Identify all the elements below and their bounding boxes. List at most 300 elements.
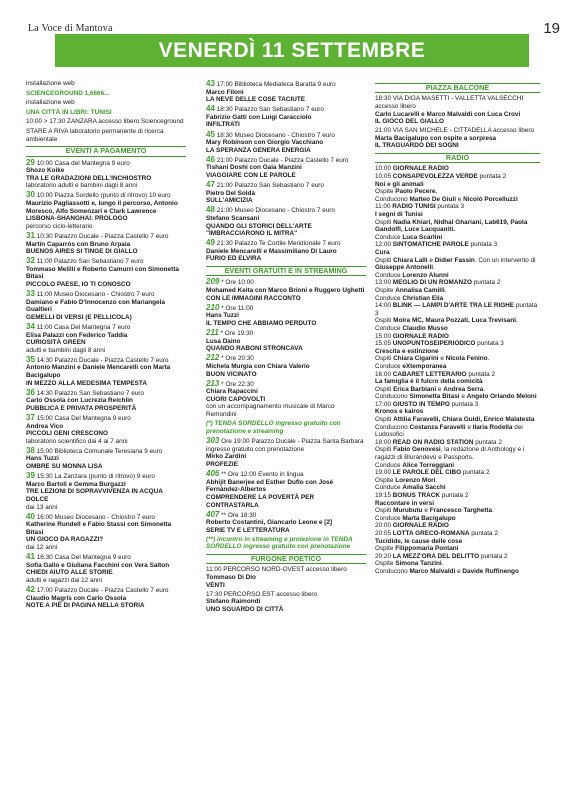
radio-line (375, 287, 540, 295)
event-number: 33 (26, 289, 35, 299)
event-heading (375, 127, 540, 135)
event-heading (206, 206, 366, 215)
event-entry (375, 127, 540, 150)
event-note: percorso ciclo-letterario (26, 222, 93, 230)
event-speakers (206, 287, 366, 295)
event-title: LA SPERANZA GENERA ENERGIA (206, 146, 311, 154)
radio-line (375, 522, 540, 530)
radio-text: LA MEZZ'ORA DEL DELITTO (392, 552, 480, 560)
radio-text: , la redazione di Anthology e i ragazzi di Blurandevù e Passports. (375, 446, 525, 462)
event-heading (26, 232, 186, 241)
event-time-place: 10:30 Palazzo Ducale - Piazza Castello 7 euro (36, 232, 169, 240)
intro-line: SCIENCEGROUND 1,6666... (26, 89, 110, 97)
event-note: adulti e ragazzi dai 12 anni (26, 576, 103, 584)
event-entry (26, 447, 186, 471)
radio-line (375, 515, 540, 523)
event-heading (26, 356, 186, 365)
radio-text: Lorenzo Mori (395, 476, 436, 484)
event-speakers (26, 423, 186, 431)
event-heading (206, 437, 366, 453)
event-speakers-text: Tommaso Di Dio (206, 574, 256, 582)
event-time-place: 21:30 Palazzo Te Cortile Meridionale 7 euro (216, 240, 341, 248)
event-entry (206, 511, 366, 535)
event-speakers (26, 397, 186, 405)
radio-line (375, 234, 540, 242)
radio-text: Andrea Serra (443, 385, 484, 393)
event-heading (26, 553, 186, 562)
event-number: 30 (26, 190, 35, 200)
radio-text: 18:00 (375, 438, 393, 446)
event-entry (26, 159, 186, 190)
event-time-place: 10:00 Casa del Mantegna 9 euro (36, 159, 130, 167)
event-number: 212 (206, 353, 220, 363)
event-entry (206, 206, 366, 237)
event-number: 43 (206, 79, 215, 88)
event-heading (26, 159, 186, 168)
event-number: 45 (206, 129, 215, 139)
event-number: 39 (26, 471, 35, 481)
event-entry (206, 239, 366, 263)
radio-text: . (435, 476, 438, 484)
event-speakers-text: Tishani Doshi con Gaia Manzini (206, 164, 302, 172)
intro-line: UNA CITTÀ IN LIBRI: TUNISI (26, 108, 112, 116)
event-title: BUON VICINATO (206, 370, 257, 378)
event-title: TRA LE GRADAZIONI DELL'INCHIOSTRO (26, 174, 152, 182)
event-title: CUORI CAPOVOLTI (206, 395, 266, 403)
event-entry (26, 290, 186, 321)
event-time-place: 21:00 Museo Diocesano - Chiostro 7 euro (216, 207, 335, 215)
event-heading (206, 329, 366, 338)
event-entry (26, 553, 186, 584)
event-speakers (26, 200, 186, 215)
event-entry (206, 181, 366, 205)
radio-line (375, 568, 540, 576)
radio-text: Crescita e estinzione (375, 347, 439, 355)
event-title: PICCOLI GENI CRESCONO (26, 430, 109, 438)
event-note: adulti e bambini dagli 8 anni (26, 346, 106, 354)
event-title: OMBRE SU MONNA LISA (26, 463, 103, 471)
radio-text: . Con un intervento di (474, 256, 536, 264)
radio-text: Ospiti (375, 385, 394, 393)
radio-text: e (438, 355, 446, 363)
event-speakers (206, 338, 366, 346)
event-entry (26, 356, 186, 387)
radio-text: READ ON RADIO STATION (392, 438, 474, 446)
radio-text: . (441, 560, 444, 568)
radio-text: BONUS TRACK (392, 492, 440, 499)
event-time-place: * Ore 11:00 (221, 304, 254, 312)
event-time-place: ** Ore 18:30 (221, 511, 257, 519)
event-entry (206, 470, 366, 509)
date-banner: VENERDÌ 11 SETTEMBRE (55, 34, 529, 67)
event-time-place: 17:00 Biblioteca Mediateca Baratta 9 euro (216, 81, 336, 88)
radio-text: eXtemporanea (402, 362, 447, 370)
event-speakers (206, 164, 366, 172)
event-title: PUBBLICA E PRIVATA PROSPERITÀ (26, 404, 137, 412)
event-speakers-text: Maurizio Pagliassotti e, lungo il percorso, Antonio Moresco, Alfo Somenzari e Clark Lawrence (26, 200, 178, 215)
radio-text: 10:00 (375, 165, 393, 173)
radio-text: puntata 2 (461, 469, 490, 477)
event-title: CHIEDI AIUTO ALLE STORIE (26, 569, 113, 577)
radio-text: Claudio Musso (402, 324, 448, 332)
event-heading (26, 472, 186, 481)
radio-text: e (459, 393, 467, 401)
radio-line (375, 279, 540, 287)
radio-line (375, 500, 540, 508)
newspaper-logo: La Voce di Mantova (28, 23, 113, 34)
radio-line (375, 484, 540, 492)
paid-events-list (26, 159, 186, 610)
radio-text: Ospiti (375, 218, 394, 226)
radio-text: Raccontare in versi (375, 499, 434, 507)
streaming-note-2: (**) incontro in streaming e proiezione in TENDA SORDELLO ingresso gratuito con prenotazione (206, 535, 353, 551)
radio-text: Simonetta Bitasi (409, 393, 460, 401)
event-title: IL TRAGUARDO DEI SOGNI (375, 142, 459, 150)
radio-line (375, 219, 540, 234)
radio-line (375, 203, 540, 211)
event-entry (375, 95, 540, 125)
event-title: SERIE TV E LETTERATURA (206, 526, 290, 534)
radio-text: Ospiti (375, 446, 394, 454)
radio-text: Giuseppe Antonelli (375, 264, 433, 272)
radio-text: Annalisa Camilli (395, 286, 445, 294)
event-number: 38 (26, 445, 35, 455)
radio-text: CABARET LETTERARIO (392, 370, 467, 378)
event-time-place: 17:30 PERCORSO EST accesso libero (206, 590, 318, 598)
radio-text: 14:00 (375, 302, 393, 310)
event-speakers (206, 248, 366, 256)
radio-text: puntata 2 (479, 552, 508, 560)
radio-text: Conducono (375, 567, 410, 575)
event-speakers (26, 562, 186, 570)
radio-line (375, 340, 540, 348)
event-number: 407 (206, 509, 220, 519)
event-speakers-text: Pietro Del Soldà (206, 189, 256, 197)
section-radio: RADIO (375, 153, 540, 163)
event-speakers-text: Hans Tuzzi (206, 312, 239, 320)
radio-line (375, 211, 540, 219)
radio-text: Alice Torreggiani (402, 461, 455, 469)
event-speakers (26, 299, 186, 314)
radio-text: LOTTA GRECO-ROMANA (392, 529, 470, 537)
radio-text: . (444, 286, 447, 294)
radio-text: Luca Scarlini (402, 233, 443, 241)
event-speakers-text: Chiara Rapaccini (206, 388, 258, 396)
event-heading (206, 591, 366, 599)
radio-text: Ospite (375, 560, 396, 568)
radio-text: CONSAPEVOLEZZA VERDE (392, 173, 478, 181)
radio-line (375, 477, 540, 485)
event-speakers-text: Marco Bartoli e Gemma Burgazzi (26, 480, 126, 488)
radio-line (375, 295, 540, 303)
radio-text: 20:00 (375, 522, 393, 530)
radio-text: Angelo Orlando Meloni (466, 393, 537, 401)
event-speakers (26, 595, 186, 603)
radio-text: Ospiti (375, 256, 394, 264)
event-title: PICCOLO PAESE, IO TI CONOSCO (26, 280, 131, 288)
radio-text: 17:00 (375, 400, 393, 408)
radio-text: Nicola Fenino (445, 355, 488, 363)
event-time-place: 15:00 Casa Del Mantegna 9 euro (36, 414, 131, 422)
event-number: 31 (26, 230, 35, 240)
event-speakers-extra: con ospite a sorpresa (428, 134, 497, 142)
event-speakers (206, 598, 366, 606)
radio-text: Ospiti (375, 355, 394, 363)
radio-line (375, 530, 540, 538)
event-number: 37 (26, 412, 35, 422)
event-entry (206, 354, 366, 378)
radio-line (375, 348, 540, 356)
radio-text: Attilia Faravelli, Chiara Guidi, Enrico Malatesta (393, 416, 535, 424)
event-speakers-text: Michela Murgia con Chiara Valerio (206, 362, 310, 370)
radio-line (375, 446, 540, 461)
event-speakers-text: Carlo Lucarelli e Marco Malvaldi con Luca Crovi (375, 110, 521, 118)
event-title: INFILTRATI (206, 121, 240, 129)
event-speakers-text: Stefano Raimondi (206, 598, 261, 606)
radio-line (375, 363, 540, 371)
event-speakers (206, 363, 366, 371)
event-heading (375, 95, 540, 110)
event-entry (26, 472, 186, 511)
event-speakers-text: Fabrizio Gatti con Luigi Caracciolo (206, 113, 312, 121)
radio-text: I segni di Tunisi (375, 211, 423, 219)
radio-text: 16:00 (375, 370, 393, 378)
event-speakers-text: Mohamed Keita con Marco Brioni e Ruggero Ughetti (206, 287, 365, 295)
event-time-place: 11:00 PERCORSO NORD-OVEST accesso libero (206, 566, 347, 574)
radio-line (375, 408, 540, 416)
event-number: 46 (206, 154, 215, 164)
radio-text: . (492, 507, 494, 515)
event-title: LISBONA-SHANGHAI: PROLOGO (26, 215, 128, 223)
radio-text: e (422, 507, 430, 515)
radio-text: BLINK — LAMPI D'ARTE TRA LE RIGHE (392, 302, 515, 310)
radio-text: 15:00 (375, 332, 393, 340)
radio-text: Costanza Faravelli (409, 423, 466, 431)
event-speakers (206, 388, 366, 396)
event-heading (206, 566, 366, 574)
radio-text: puntata 2 (473, 438, 502, 446)
event-title: IL GIOCO DEL GIALLO (375, 118, 444, 126)
radio-text: Francesco Targhetta (429, 507, 493, 515)
event-title: COMPRENDERE LA POVERTÀ PER CONTRASTARLA (206, 493, 315, 509)
event-speakers-text: Andrea Vico (26, 422, 64, 430)
event-number: 211 (206, 328, 219, 338)
radio-text: e (427, 256, 435, 264)
radio-line (375, 371, 540, 379)
radio-text: Conduce (375, 271, 403, 279)
radio-text: Nicolò Porcelluzzi (463, 195, 518, 203)
radio-text: Conducono (375, 423, 410, 431)
event-title: UNO SGUARDO DI CITTÀ (206, 605, 284, 613)
event-speakers-text: Katherine Rundell e Fabio Stassi con Simonetta Bitasi (26, 521, 172, 536)
event-time-place: * Ore 10:00 (221, 279, 254, 287)
intro-line: installazione web (26, 99, 75, 107)
radio-line (375, 393, 540, 401)
event-note: laboratorio scientifico dai 4 ai 7 anni (26, 437, 128, 445)
event-title: FURIO ED ELVIRA (206, 255, 262, 263)
event-heading (206, 239, 366, 248)
event-speakers (206, 139, 366, 147)
radio-text: Conducono (375, 393, 410, 401)
event-time-place: Ore 19:00 Palazzo Ducale - Piazza Santa Barbara ingresso gratuito con prenotazione (206, 438, 364, 453)
event-heading (206, 304, 366, 313)
event-time-place: 21:00 Palazzo Ducale - Piazza Castello 7 euro (216, 156, 349, 164)
radio-text: e (455, 567, 463, 575)
event-entry (206, 156, 366, 180)
radio-line (375, 492, 540, 500)
balcone-list (375, 95, 540, 150)
event-note: laboratorio adulti e bambini dagli 8 anni (26, 182, 138, 190)
section-eventi-gratuiti: EVENTI GRATUITI E IN STREAMING (206, 266, 366, 276)
radio-text: MEGLIO DI UN ROMANZO (392, 279, 472, 287)
event-heading (26, 414, 186, 423)
event-note: dai 13 anni (26, 503, 58, 511)
event-title: TRE LEZIONI DI SOPRAVVIVENZA IN ACQUA DOLCE (26, 488, 163, 503)
event-speakers (206, 453, 366, 461)
event-heading (206, 380, 366, 389)
radio-text: puntata 3 (375, 302, 538, 317)
event-time-place: 10:00 Piazza Sordello (punto di ritrovo) 10 euro (36, 192, 171, 200)
event-heading (206, 105, 366, 114)
event-entry (206, 329, 366, 353)
radio-text: puntata 2 (440, 492, 469, 499)
radio-text: Marco Malvaldi (409, 567, 456, 575)
event-heading (206, 156, 366, 165)
radio-text: Simona Tanzini (395, 560, 442, 568)
radio-text: GIUSTO IN TEMPO (392, 400, 450, 408)
event-time-place: 15:00 Biblioteca Comunale Teresiana 9 euro (36, 447, 163, 455)
event-title: IN MEZZO ALLA MEDESIMA TEMPESTA (26, 379, 147, 387)
event-number: 29 (26, 157, 35, 167)
radio-text: Ospite (375, 545, 396, 553)
radio-text: Lorenzo Alunni (402, 271, 449, 279)
radio-text: Didier Fassin (434, 256, 475, 264)
column-left (26, 80, 186, 611)
radio-text: Conduce (375, 324, 403, 332)
radio-text: Conducono (375, 195, 410, 203)
radio-text: Tucidide, le cause delle cose (375, 537, 463, 545)
radio-line (375, 196, 540, 204)
event-heading (206, 181, 366, 190)
event-speakers-text: Mary Robinson con Giorgio Vacchiano (206, 139, 324, 147)
event-time-place: 21:00 VIA SAN MICHELE - CITTADELLA accesso libero (375, 127, 534, 135)
radio-line (375, 386, 540, 394)
radio-text: GIORNALE RADIO (392, 522, 449, 530)
radio-text: puntata 2 (466, 370, 496, 378)
event-speakers-text: Shozo Koike (26, 167, 65, 175)
radio-text: puntata 2 (471, 279, 501, 287)
event-heading (206, 278, 366, 287)
event-heading (206, 511, 366, 520)
event-speakers (206, 479, 366, 494)
event-title: QUANDO GLI STORICI DELL'ARTE "IMBRACCIARONO IL MITRA" (206, 222, 312, 238)
event-speakers-text: Marta Bacigalupo (375, 134, 429, 142)
radio-line (375, 317, 540, 325)
event-speakers (26, 481, 186, 489)
radio-line (375, 249, 540, 257)
event-heading (206, 80, 366, 89)
event-speakers-text: Roberto Costantini, Giancarlo Leone e [2] (206, 519, 333, 527)
event-speakers-text: Abhijit Banerjee ed Esther Duflo con José Fernández-Albertos (206, 478, 334, 494)
radio-text: Conduce (375, 484, 403, 492)
radio-text: Amalia Sacchi (402, 484, 446, 492)
radio-text: e (455, 195, 464, 203)
event-time-place: 16:30 Casa Del Mantegna 9 euro (36, 554, 131, 562)
radio-text: GIORNALE RADIO (392, 165, 449, 173)
event-time-place: ** Ore 12:00 Evento in lingua (221, 471, 304, 479)
event-time-place: 17:00 Palazzo Ducale - Piazza Castello 7 euro (36, 586, 169, 594)
event-extra: con un accompagnamento musicale di Marco Remondini (206, 403, 335, 418)
event-heading (26, 191, 186, 200)
event-entry (206, 278, 366, 302)
radio-list (375, 165, 540, 575)
radio-text: Erica Barbiani (393, 385, 437, 393)
radio-text: Filippomaria Pontani (395, 545, 459, 553)
event-heading (26, 290, 186, 299)
radio-text: Noi e gli animali (375, 180, 424, 188)
event-time-place: * Ore 22:30 (221, 380, 254, 388)
event-heading (26, 323, 186, 332)
intro-line: 10:00 > 17:30 ZANZARA accesso libero Scienceground (26, 118, 184, 126)
event-title: QUANDO RABONI STRONCAVA (206, 345, 303, 353)
radio-text: puntata 3 (449, 400, 479, 408)
event-note: dai 12 anni (26, 543, 58, 551)
event-speakers (375, 135, 540, 143)
event-speakers-text: Hans Tuzzi (26, 455, 59, 463)
radio-text: GIORNALE RADIO (392, 332, 449, 340)
radio-line (375, 538, 540, 546)
event-speakers-text: Mirko Zardini (206, 453, 247, 461)
intro-line: installazione web (26, 80, 75, 87)
radio-text: Murubutu (393, 507, 423, 515)
column-right (375, 80, 540, 576)
radio-text: puntata 2 (469, 529, 498, 537)
section-eventi-a-pagamento: EVENTI A PAGAMENTO (26, 146, 186, 156)
event-number: 48 (206, 205, 215, 215)
radio-text: Ospite (375, 286, 396, 294)
event-number: 36 (26, 387, 35, 397)
radio-text: 15:05 (375, 340, 393, 348)
radio-text: 13:00 (375, 279, 393, 287)
radio-line (375, 165, 540, 173)
radio-text: LE PAROLE DEL CIBO (392, 469, 462, 477)
radio-text: Conduce (375, 514, 403, 522)
event-time-place: 18:30 Palazzo San Sebastiano 7 euro (216, 106, 324, 114)
event-heading (26, 389, 186, 398)
radio-text: Chiara Lalli (393, 256, 428, 264)
event-entry (206, 380, 366, 419)
radio-text: La famiglia è il fulcro della comicità (375, 378, 483, 386)
radio-line (375, 424, 540, 439)
event-entry (206, 105, 366, 129)
event-speakers (206, 519, 366, 527)
radio-text: . (516, 317, 518, 325)
event-title: BUENOS AIRES SI TINGE DI GIALLO (26, 248, 138, 256)
event-speakers (206, 215, 366, 223)
radio-text: 19:15 (375, 492, 393, 499)
event-entry (26, 389, 186, 413)
radio-line (375, 188, 540, 196)
event-speakers (206, 312, 366, 320)
event-speakers-text: Stefano Scansani (206, 215, 260, 222)
radio-text: dei Ludosofici (375, 423, 523, 439)
event-time-place: 16:00 Museo Diocesano - Chiostro 7 euro (36, 513, 155, 521)
event-entry (206, 591, 366, 614)
event-speakers-text: Claudio Magris con Carlo Ossola (26, 594, 127, 602)
radio-line (375, 507, 540, 515)
event-speakers-text: Carlo Ossola con Lucrezia Reichlin (26, 397, 133, 405)
radio-text: Kronos e kairos (375, 408, 424, 416)
